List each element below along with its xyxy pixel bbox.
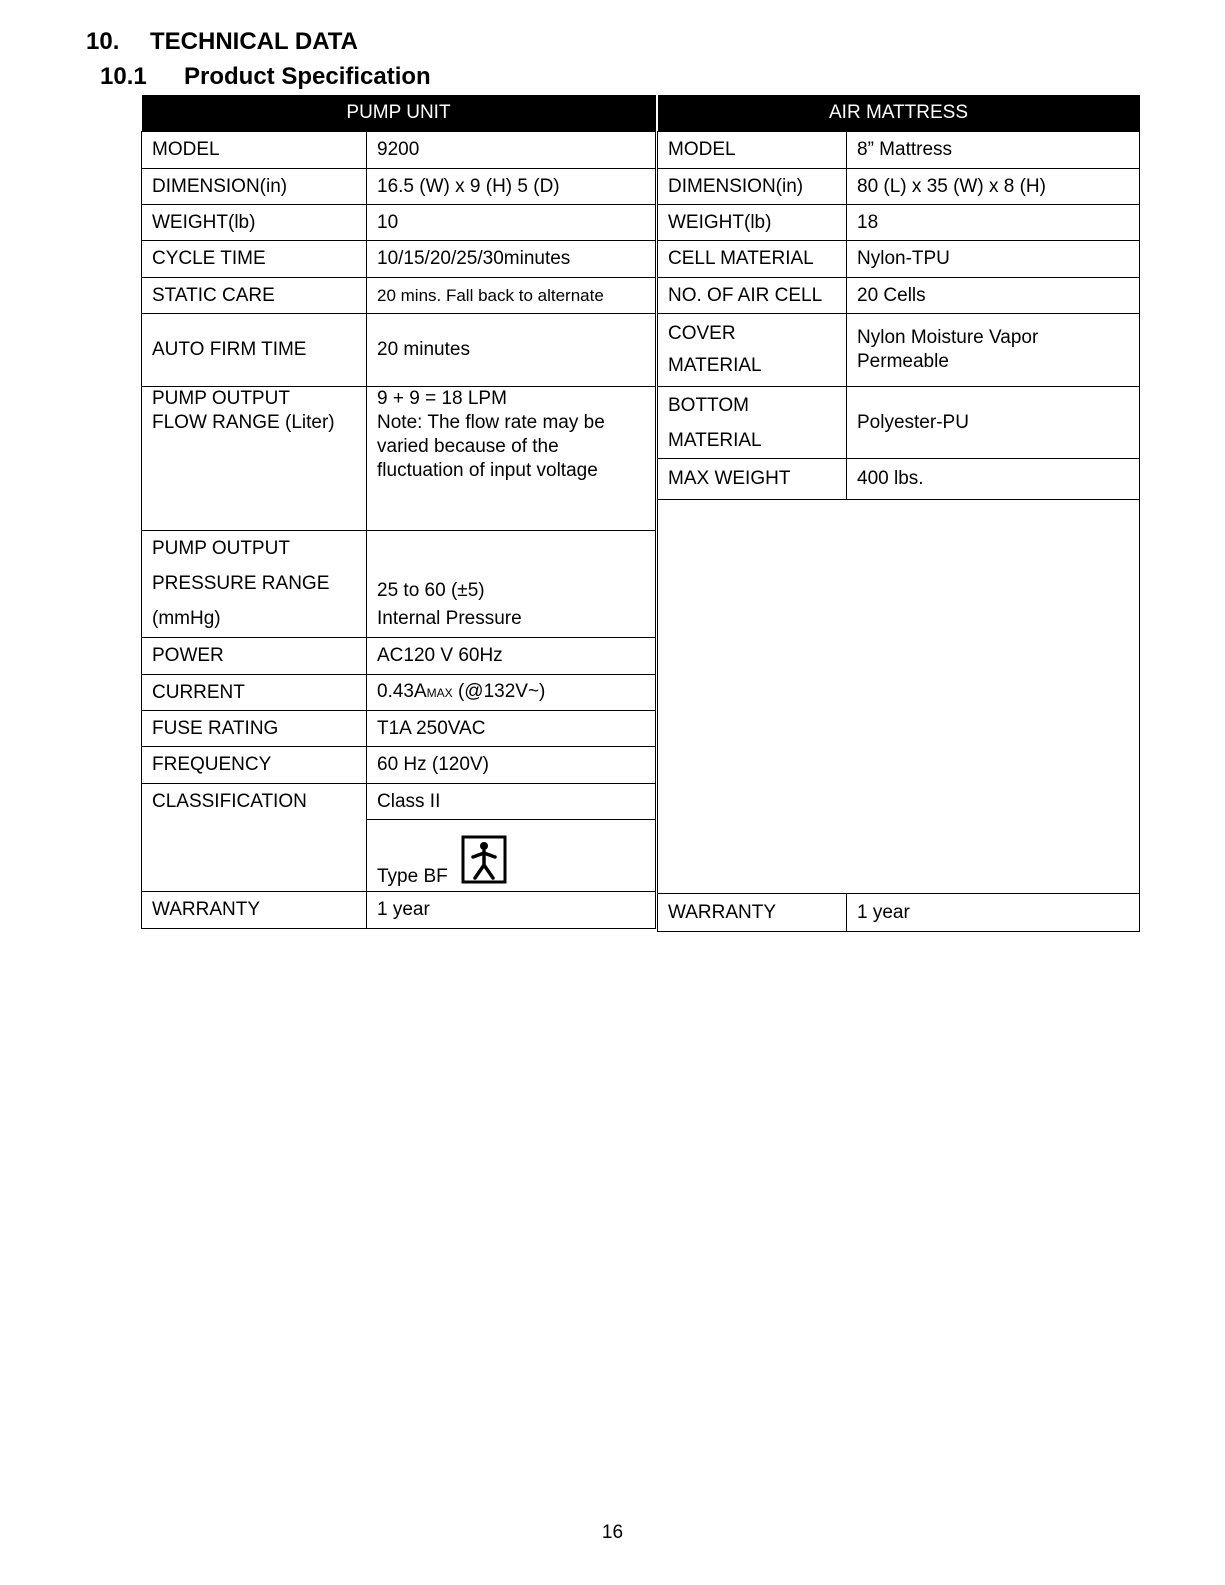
pump-pressure-label-line1: PUMP OUTPUT — [152, 538, 290, 559]
pump-dimension-label: DIMENSION(in) — [142, 169, 367, 205]
pump-flow-label — [142, 387, 367, 531]
mattress-maxweight-label: MAX WEIGHT — [658, 459, 847, 500]
mattress-maxweight-value: 400 lbs. — [847, 459, 1140, 500]
pump-pressure-label-line3: (mmHg) — [152, 608, 221, 629]
mattress-cover-value-line2: Permeable — [857, 351, 949, 372]
pump-dimension-value: 16.5 (W) x 9 (H) 5 (D) — [367, 169, 656, 205]
mattress-dimension-label: DIMENSION(in) — [658, 169, 847, 205]
pump-fuse-value: T1A 250VAC — [367, 711, 656, 747]
pump-current-sub: MAX — [426, 686, 453, 700]
pump-type-bf — [367, 820, 656, 892]
pump-flow-label-line2: FLOW RANGE (Liter) — [152, 412, 335, 433]
mattress-cell-value: Nylon-TPU — [847, 241, 1140, 278]
mattress-empty-area — [657, 500, 1140, 893]
pump-pressure-label — [142, 531, 367, 638]
pump-static-value: 20 mins. Fall back to alternate — [367, 278, 656, 314]
subsection-title: Product Specification — [184, 63, 431, 90]
section-heading — [86, 28, 358, 56]
pump-weight-label: WEIGHT(lb) — [142, 205, 367, 241]
mattress-warranty-value: 1 year — [847, 894, 1140, 932]
pump-pressure-value — [367, 531, 656, 638]
mattress-cover-label-line1: COVER — [668, 323, 736, 344]
pump-class-value: Class II — [367, 784, 656, 820]
pump-class-label: CLASSIFICATION — [142, 784, 367, 892]
pump-pressure-value-line2: Internal Pressure — [377, 608, 522, 629]
mattress-warranty-label: WARRANTY — [658, 894, 847, 932]
pump-frequency-label: FREQUENCY — [142, 747, 367, 784]
mattress-model-label: MODEL — [658, 132, 847, 169]
mattress-bottom-label — [658, 387, 847, 459]
mattress-cell-label: CELL MATERIAL — [658, 241, 847, 278]
pump-flow-value-line4: fluctuation of input voltage — [377, 460, 598, 481]
section-number: 10. — [86, 28, 120, 55]
mattress-aircell-label: NO. OF AIR CELL — [658, 278, 847, 314]
pump-current-label: CURRENT — [142, 675, 367, 711]
section-title: TECHNICAL DATA — [150, 28, 358, 55]
pump-pressure-value-line1: 25 to 60 (±5) — [377, 580, 485, 601]
pump-pressure-label-line2: PRESSURE RANGE — [152, 573, 330, 594]
pump-flow-value — [367, 387, 656, 531]
pump-static-label: STATIC CARE — [142, 278, 367, 314]
mattress-cover-value — [847, 314, 1140, 387]
pump-cycle-value: 10/15/20/25/30minutes — [367, 241, 656, 278]
mattress-bottom-label-line1: BOTTOM — [668, 394, 749, 416]
subsection-number: 10.1 — [100, 63, 147, 90]
pump-autofirm-label: AUTO FIRM TIME — [142, 314, 367, 387]
pump-power-label: POWER — [142, 638, 367, 675]
mattress-weight-label: WEIGHT(lb) — [658, 205, 847, 241]
mattress-cover-label-line2: MATERIAL — [668, 355, 762, 376]
air-mattress-header: AIR MATTRESS — [658, 95, 1140, 132]
type-bf-symbol-icon — [460, 835, 508, 885]
pump-flow-label-line1: PUMP OUTPUT — [152, 388, 290, 409]
pump-cycle-label: CYCLE TIME — [142, 241, 367, 278]
pump-type-bf-label: Type BF — [377, 866, 448, 887]
pump-warranty-value: 1 year — [367, 892, 656, 929]
air-mattress-table — [657, 95, 1140, 500]
pump-unit-table — [141, 95, 656, 929]
pump-model-label: MODEL — [142, 132, 367, 169]
mattress-cover-value-line1: Nylon Moisture Vapor — [857, 327, 1039, 348]
mattress-bottom-value: Polyester-PU — [847, 387, 1140, 459]
pump-current-tail: (@132V~) — [452, 681, 546, 702]
mattress-bottom-label-line2: MATERIAL — [668, 429, 762, 451]
mattress-dimension-value: 80 (L) x 35 (W) x 8 (H) — [847, 169, 1140, 205]
pump-flow-value-line2: Note: The flow rate may be — [377, 412, 605, 433]
pump-flow-value-line3: varied because of the — [377, 436, 559, 457]
pump-warranty-label: WARRANTY — [142, 892, 367, 929]
pump-model-value: 9200 — [367, 132, 656, 169]
pump-frequency-value: 60 Hz (120V) — [367, 747, 656, 784]
mattress-weight-value: 18 — [847, 205, 1140, 241]
pump-fuse-label: FUSE RATING — [142, 711, 367, 747]
pump-current-value — [367, 675, 656, 711]
mattress-aircell-value: 20 Cells — [847, 278, 1140, 314]
mattress-model-value: 8” Mattress — [847, 132, 1140, 169]
pump-power-value: AC120 V 60Hz — [367, 638, 656, 675]
pump-autofirm-value: 20 minutes — [367, 314, 656, 387]
subsection-heading — [100, 63, 431, 91]
pump-flow-value-line1: 9 + 9 = 18 LPM — [377, 388, 507, 409]
pump-current-main: 0.43A — [377, 681, 427, 702]
pump-unit-header: PUMP UNIT — [142, 95, 656, 132]
mattress-cover-label — [658, 314, 847, 387]
mattress-warranty-table — [657, 893, 1140, 932]
page-number: 16 — [601, 1522, 624, 1543]
pump-weight-value: 10 — [367, 205, 656, 241]
